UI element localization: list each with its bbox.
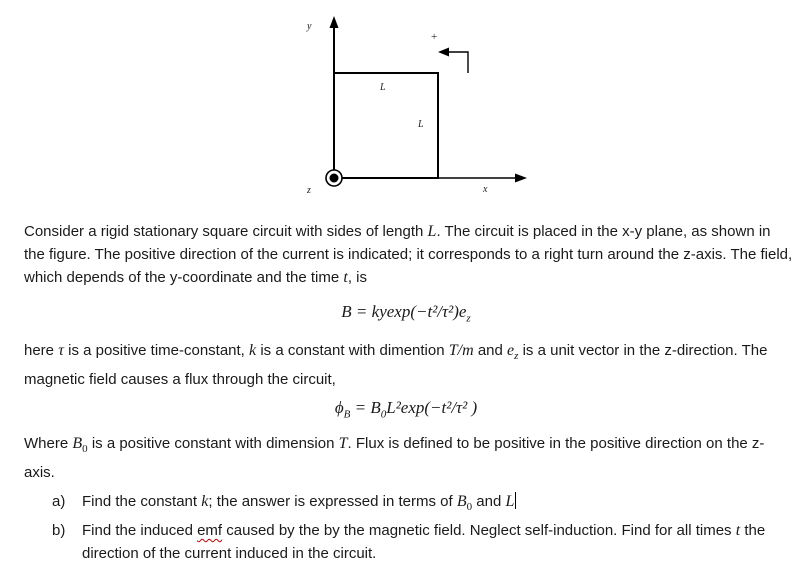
question-a-text-3: and [476,493,502,510]
var-B0: B [72,435,83,452]
where-text-3: . Flux is defined to be positive in the positive direction on the z-axis. [24,435,765,481]
constants-text-4: and [477,342,503,359]
constants-paragraph [24,339,794,391]
where-text-1: Where [24,435,69,452]
equation-phi [0,398,812,420]
current-direction-label: + [431,31,438,43]
var-L: L [427,223,437,240]
constants-text-1: here [24,342,55,359]
constants-text-3: is a constant with dimention [260,342,445,359]
question-b-var-t: t [735,522,741,539]
var-B0-subscript: 0 [82,443,88,455]
equation-B [0,302,812,324]
text-cursor [515,492,516,509]
question-a-text-2: ; the answer is expressed in terms of [208,493,453,510]
circuit-diagram [0,0,812,205]
question-a-var-B0: B [456,493,467,510]
question-b-marker: b) [52,522,66,539]
intro-text-3: , is [347,269,367,286]
question-b [52,519,802,565]
spellcheck-emf[interactable]: emf [197,522,223,539]
y-axis-arrowhead [330,16,339,28]
current-direction-arrow [448,52,468,73]
question-a-var-L: L [505,493,515,510]
unit-T-per-m: T/m [448,342,474,359]
var-tau: τ [58,342,64,359]
equation-phi-symbol: ϕ [334,398,344,417]
x-axis-label: x [483,184,488,195]
side-right-label: L [418,119,424,130]
circuit-figure [0,0,812,205]
equation-phi-subscript: B [343,408,351,421]
equation-phi-subscript-0: 0 [380,408,387,421]
equation-phi-rest: = B [354,398,381,417]
constants-text-5: is a unit vector in the z-direction. The magnetic field causes a flux through the circuit, [24,342,768,388]
question-a [52,490,802,519]
where-text-2: is a positive constant with dimension [91,435,335,452]
equation-B-text: B = kyexp(−t²/τ²)e [341,302,467,321]
questions-list [52,490,802,565]
question-a-marker: a) [52,493,66,510]
intro-text: Consider a rigid stationary square circuit with sides of length [24,223,424,240]
x-axis-arrowhead [515,174,527,183]
z-axis-dot-icon [330,174,339,183]
question-b-text-1: Find the induced [82,522,193,539]
side-top-label: L [380,82,386,93]
question-b-text-2: caused by the by the magnetic field. Neglect self-induction. Find for all times [226,522,732,539]
y-axis-label: y [307,21,312,32]
var-t: t [343,269,348,286]
var-k: k [249,342,257,359]
where-paragraph [24,432,794,484]
question-b-text-3: the direction of the current induced in the circuit. [82,522,766,562]
question-a-var-k: k [201,493,209,510]
question-a-var-B0-subscript: 0 [466,501,473,513]
intro-paragraph [24,220,794,289]
intro-text-2: . The circuit is placed in the x-y plane, as shown in the figure. The positive direction of the current is indicated; it corresponds to a right turn around the z-axis. The field, which depends of the y-coordinate and the time [24,223,793,286]
var-e: e [507,342,515,359]
equation-B-subscript: z [466,312,471,325]
var-T: T [338,435,348,452]
constants-text-2: is a positive time-constant, [68,342,245,359]
current-direction-arrowhead [438,48,449,57]
question-a-text-1: Find the constant [82,493,198,510]
z-axis-label: z [307,185,311,196]
equation-phi-tail: L²exp(−t²/τ² ) [386,398,478,417]
var-e-subscript: z [514,350,519,362]
